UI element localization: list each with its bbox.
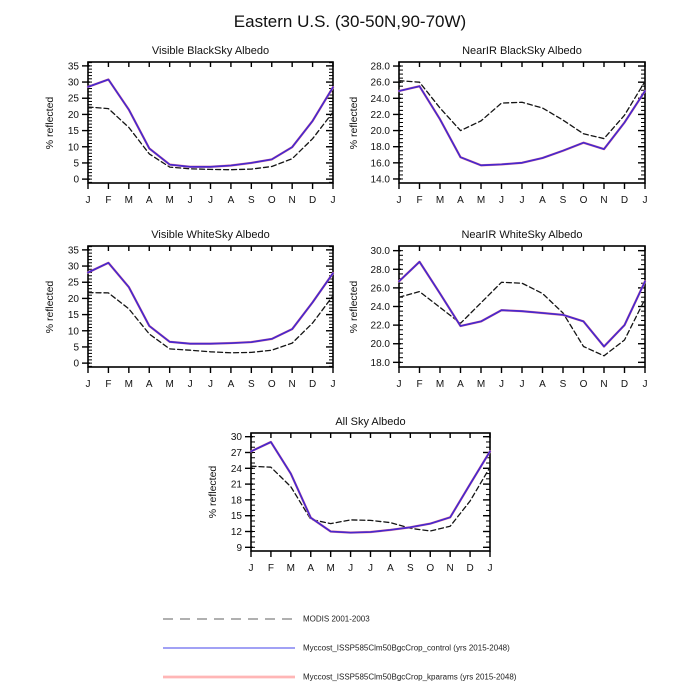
y-axis-label: % reflected	[348, 280, 360, 333]
svg-text:F: F	[105, 195, 112, 206]
svg-text:15: 15	[67, 310, 79, 322]
svg-text:J: J	[642, 379, 648, 390]
chart-title: Visible WhiteSky Albedo	[151, 229, 270, 241]
svg-text:N: N	[446, 563, 454, 574]
svg-text:J: J	[187, 195, 193, 206]
svg-text:A: A	[145, 195, 153, 206]
plot-area-allsky	[189, 407, 506, 583]
svg-text:O: O	[267, 195, 276, 206]
dashed-line-sample	[163, 613, 295, 625]
svg-text:26.0: 26.0	[370, 77, 390, 89]
svg-text:D: D	[308, 379, 317, 390]
svg-text:14.0: 14.0	[370, 174, 390, 186]
svg-text:N: N	[288, 379, 296, 390]
svg-text:24.0: 24.0	[370, 93, 390, 105]
svg-text:O: O	[267, 379, 276, 390]
svg-text:M: M	[286, 563, 296, 574]
svg-text:20.0: 20.0	[370, 126, 390, 138]
svg-text:A: A	[539, 379, 546, 390]
svg-text:J: J	[330, 379, 336, 390]
svg-text:27: 27	[230, 447, 242, 459]
svg-text:10: 10	[67, 142, 79, 154]
svg-text:20: 20	[67, 109, 79, 121]
svg-text:D: D	[620, 379, 629, 390]
solid-line-sample	[163, 671, 295, 683]
chart-title: NearIR BlackSky Albedo	[462, 45, 582, 57]
svg-text:20.0: 20.0	[370, 339, 390, 351]
plot-area-visible-whitesky	[26, 220, 349, 399]
svg-text:J: J	[208, 379, 213, 390]
svg-text:15: 15	[67, 126, 79, 138]
svg-text:24.0: 24.0	[370, 302, 390, 313]
plot-area-visible-blacksky	[26, 36, 349, 215]
svg-text:F: F	[416, 379, 423, 390]
svg-text:28.0: 28.0	[370, 61, 390, 73]
svg-text:A: A	[539, 195, 546, 206]
svg-text:12: 12	[230, 527, 242, 539]
svg-text:20: 20	[67, 293, 79, 305]
svg-text:J: J	[519, 195, 525, 206]
svg-text:26.0: 26.0	[370, 283, 390, 295]
svg-text:A: A	[307, 563, 315, 574]
svg-text:J: J	[85, 379, 91, 390]
svg-text:S: S	[247, 195, 255, 206]
svg-text:J: J	[187, 379, 193, 390]
svg-text:F: F	[416, 195, 423, 206]
legend-label: Myccost_ISSP585Clm50BgcCrop_kparams (yrs 2015-2048)	[303, 672, 517, 682]
svg-text:30.0: 30.0	[370, 246, 390, 258]
svg-text:M: M	[165, 379, 174, 390]
svg-text:J: J	[396, 379, 402, 390]
svg-text:J: J	[208, 195, 213, 206]
svg-text:O: O	[426, 563, 435, 574]
svg-text:A: A	[457, 195, 464, 206]
svg-text:30: 30	[230, 432, 242, 444]
svg-text:J: J	[499, 379, 504, 390]
svg-text:18.0: 18.0	[370, 142, 390, 154]
svg-text:9: 9	[236, 542, 242, 554]
legend-label: MODIS 2001-2003	[303, 614, 370, 624]
y-axis-label: % reflected	[348, 96, 360, 149]
svg-text:J: J	[248, 563, 254, 574]
svg-text:0: 0	[73, 358, 79, 370]
svg-text:21: 21	[230, 479, 242, 491]
svg-text:A: A	[145, 379, 153, 390]
svg-text:22.0: 22.0	[370, 320, 390, 332]
svg-text:M: M	[165, 195, 174, 206]
svg-text:N: N	[600, 379, 608, 390]
legend-label: Myccost_ISSP585Clm50BgcCrop_control (yrs 2015-2048)	[303, 643, 510, 653]
svg-text:18: 18	[230, 495, 242, 507]
svg-text:22.0: 22.0	[370, 109, 390, 121]
svg-text:5: 5	[73, 342, 79, 354]
svg-text:0: 0	[73, 174, 79, 186]
y-axis-label: % reflected	[207, 465, 219, 519]
y-axis-label: % reflected	[44, 280, 56, 333]
solid-line-sample	[163, 642, 295, 654]
svg-text:A: A	[387, 563, 394, 574]
svg-text:D: D	[466, 563, 474, 574]
svg-text:S: S	[406, 563, 414, 574]
svg-text:F: F	[105, 379, 112, 390]
svg-text:A: A	[227, 195, 235, 206]
svg-text:N: N	[600, 195, 608, 206]
svg-text:16.0: 16.0	[370, 158, 390, 170]
svg-text:M: M	[435, 195, 445, 206]
y-axis-label: % reflected	[44, 96, 56, 149]
svg-text:J: J	[348, 563, 354, 574]
svg-text:18.0: 18.0	[370, 357, 390, 369]
svg-text:J: J	[368, 563, 373, 574]
svg-text:S: S	[247, 379, 255, 390]
svg-text:35: 35	[67, 61, 79, 73]
svg-text:J: J	[642, 195, 648, 206]
chart-title: NearIR WhiteSky Albedo	[461, 229, 583, 241]
svg-text:O: O	[579, 379, 588, 390]
svg-text:J: J	[396, 195, 402, 206]
svg-text:F: F	[267, 563, 274, 574]
svg-text:M: M	[124, 195, 134, 206]
plot-area-nearir-whitesky	[337, 220, 661, 399]
svg-text:M: M	[476, 195, 486, 206]
svg-text:24: 24	[230, 463, 242, 475]
chart-title: All Sky Albedo	[335, 416, 406, 428]
svg-text:J: J	[519, 379, 525, 390]
svg-text:O: O	[579, 195, 588, 206]
svg-text:30: 30	[67, 261, 79, 273]
svg-text:M: M	[476, 379, 486, 390]
svg-text:25: 25	[67, 93, 79, 105]
svg-text:30: 30	[67, 77, 79, 89]
svg-text:10: 10	[67, 326, 79, 338]
svg-text:J: J	[85, 195, 91, 206]
svg-text:S: S	[559, 379, 567, 390]
svg-text:15: 15	[230, 511, 242, 523]
plot-area-nearir-blacksky	[337, 36, 661, 215]
svg-text:J: J	[330, 195, 336, 206]
svg-text:J: J	[499, 195, 504, 206]
svg-text:A: A	[227, 379, 235, 390]
svg-text:S: S	[559, 195, 567, 206]
chart-title: Visible BlackSky Albedo	[151, 45, 270, 57]
svg-text:5: 5	[73, 158, 79, 170]
svg-text:D: D	[620, 195, 629, 206]
svg-text:M: M	[124, 379, 134, 390]
svg-text:M: M	[326, 563, 335, 574]
svg-text:28.0: 28.0	[370, 264, 390, 276]
svg-text:D: D	[308, 195, 317, 206]
svg-text:35: 35	[67, 245, 79, 257]
svg-text:N: N	[288, 195, 296, 206]
figure-title: Eastern U.S. (30-50N,90-70W)	[233, 12, 467, 31]
svg-text:25: 25	[67, 277, 79, 289]
svg-text:J: J	[487, 563, 493, 574]
svg-text:A: A	[457, 379, 464, 390]
svg-text:M: M	[435, 379, 445, 390]
